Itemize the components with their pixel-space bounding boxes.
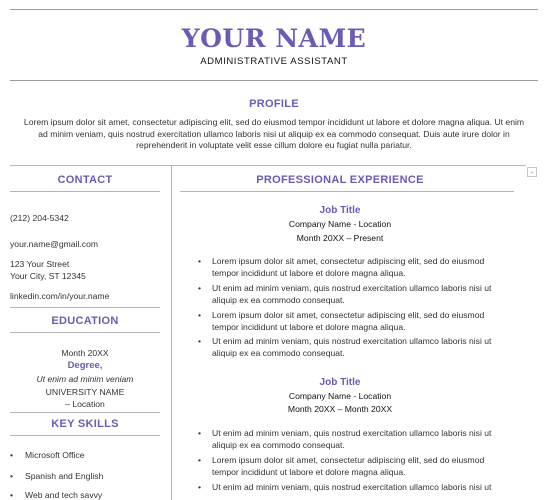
education-date[interactable]: Month 20XX — [61, 348, 109, 358]
education-top-rule — [10, 307, 160, 308]
job-bullet[interactable] — [212, 283, 512, 306]
contact-city[interactable]: Your City, ST 12345 — [10, 271, 86, 281]
skill-item[interactable] — [10, 450, 85, 460]
skill-label: Microsoft Office — [25, 450, 85, 460]
bullet-line: tempor incididunt ut labore et dolore magna aliqua. — [212, 466, 406, 477]
table-handle-icon[interactable]: ⌄ — [527, 167, 537, 177]
bullet-line: aliquip ex ea commodo consequat. — [212, 347, 345, 358]
bullet-line: tempor incididunt ut labore et dolore magna aliqua. — [212, 321, 406, 332]
profile-line: reprehenderit in voluptate velit esse cillum dolore eu fugiat nulla pariatur. — [136, 140, 412, 150]
skills-top-rule — [10, 412, 160, 413]
skill-label: Web and tech savvy — [25, 490, 103, 500]
bullet-icon: • — [198, 428, 202, 438]
bullet-icon: • — [10, 471, 14, 481]
job-bullet[interactable] — [212, 310, 512, 333]
profile-text[interactable] — [10, 117, 538, 152]
job-bullet[interactable] — [212, 336, 512, 359]
bullet-line: Ut enim ad minim veniam, quis nostrud exercitation ullamco laboris nisi ut — [212, 336, 492, 346]
bullet-icon: • — [10, 490, 14, 500]
skill-item[interactable] — [10, 490, 102, 500]
job-title[interactable]: Job Title — [319, 205, 361, 216]
header-rule — [10, 80, 538, 81]
contact-linkedin[interactable]: linkedin.com/in/your.name — [10, 291, 110, 301]
profile-heading[interactable]: PROFILE — [249, 98, 299, 110]
skill-label: Spanish and English — [25, 471, 104, 481]
job-dates[interactable]: Month 20XX – Month 20XX — [287, 404, 393, 414]
bullet-line: Lorem ipsum dolor sit amet, consectetur adipiscing elit, sed do eiusmod — [212, 310, 485, 320]
education-rule — [10, 332, 160, 333]
resume-job-title[interactable]: ADMINISTRATIVE ASSISTANT — [200, 56, 348, 67]
resume-name[interactable]: YOUR NAME — [181, 24, 367, 53]
job-company[interactable]: Company Name - Location — [288, 219, 392, 229]
bullet-line: Ut enim ad minim veniam, quis nostrud exercitation ullamco laboris nisi ut — [212, 482, 492, 492]
contact-heading[interactable]: CONTACT — [57, 174, 113, 186]
education-school[interactable]: UNIVERSITY NAME — [45, 387, 125, 397]
bullet-icon: • — [198, 283, 202, 293]
skills-heading[interactable]: KEY SKILLS — [51, 418, 119, 430]
education-degree[interactable]: Degree, — [67, 360, 103, 371]
contact-phone[interactable]: (212) 204-5342 — [10, 213, 69, 223]
job-company[interactable]: Company Name - Location — [288, 391, 392, 401]
contact-street[interactable]: 123 Your Street — [10, 259, 70, 269]
bullet-line: tempor incididunt ut labore et dolore magna aliqua. — [212, 267, 406, 278]
bullet-line: Lorem ipsum dolor sit amet, consectetur adipiscing elit, sed do eiusmod — [212, 455, 485, 465]
job-bullet[interactable] — [212, 428, 512, 451]
job-bullet[interactable] — [212, 455, 512, 478]
profile-line: ad minim veniam, quis nostrud exercitation ullamco laboris nisi ut aliquip ex ea commodo consequat. Duis aute irure dolor in — [38, 128, 510, 139]
bullet-line: Ut enim ad minim veniam, quis nostrud exercitation ullamco laboris nisi ut — [212, 428, 492, 438]
job-bullet[interactable] — [212, 482, 512, 494]
education-heading[interactable]: EDUCATION — [51, 315, 119, 327]
bullet-icon: • — [198, 256, 202, 266]
bullet-line: aliquip ex ea commodo consequat. — [212, 439, 345, 450]
education-field[interactable]: Ut enim ad minim veniam — [36, 374, 134, 384]
skill-item[interactable] — [10, 471, 103, 481]
bullet-line: aliquip ex ea commodo consequat. — [212, 294, 345, 305]
education-location[interactable]: – Location — [65, 399, 105, 409]
experience-rule — [180, 191, 514, 192]
bullet-icon: • — [10, 450, 14, 460]
contact-email[interactable]: your.name@gmail.com — [10, 239, 99, 249]
columns-top-rule — [10, 165, 526, 166]
bullet-line: Ut enim ad minim veniam, quis nostrud exercitation ullamco laboris nisi ut — [212, 283, 492, 293]
bullet-icon: • — [198, 455, 202, 465]
bullet-icon: • — [198, 310, 202, 320]
job-bullet[interactable] — [212, 256, 512, 279]
profile-line: Lorem ipsum dolor sit amet, consectetur adipiscing elit, sed do eiusmod tempor incididunt ut labore et dolore magna aliqua. Ut enim — [23, 117, 525, 127]
contact-rule — [10, 191, 160, 192]
bullet-icon: • — [198, 482, 202, 492]
top-rule — [10, 9, 538, 10]
job-dates[interactable]: Month 20XX – Present — [296, 233, 384, 243]
experience-heading[interactable]: PROFESSIONAL EXPERIENCE — [256, 174, 424, 186]
bullet-line: Lorem ipsum dolor sit amet, consectetur adipiscing elit, sed do eiusmod — [212, 256, 485, 266]
skills-rule — [10, 435, 160, 436]
job-title[interactable]: Job Title — [319, 377, 361, 388]
bullet-icon: • — [198, 336, 202, 346]
